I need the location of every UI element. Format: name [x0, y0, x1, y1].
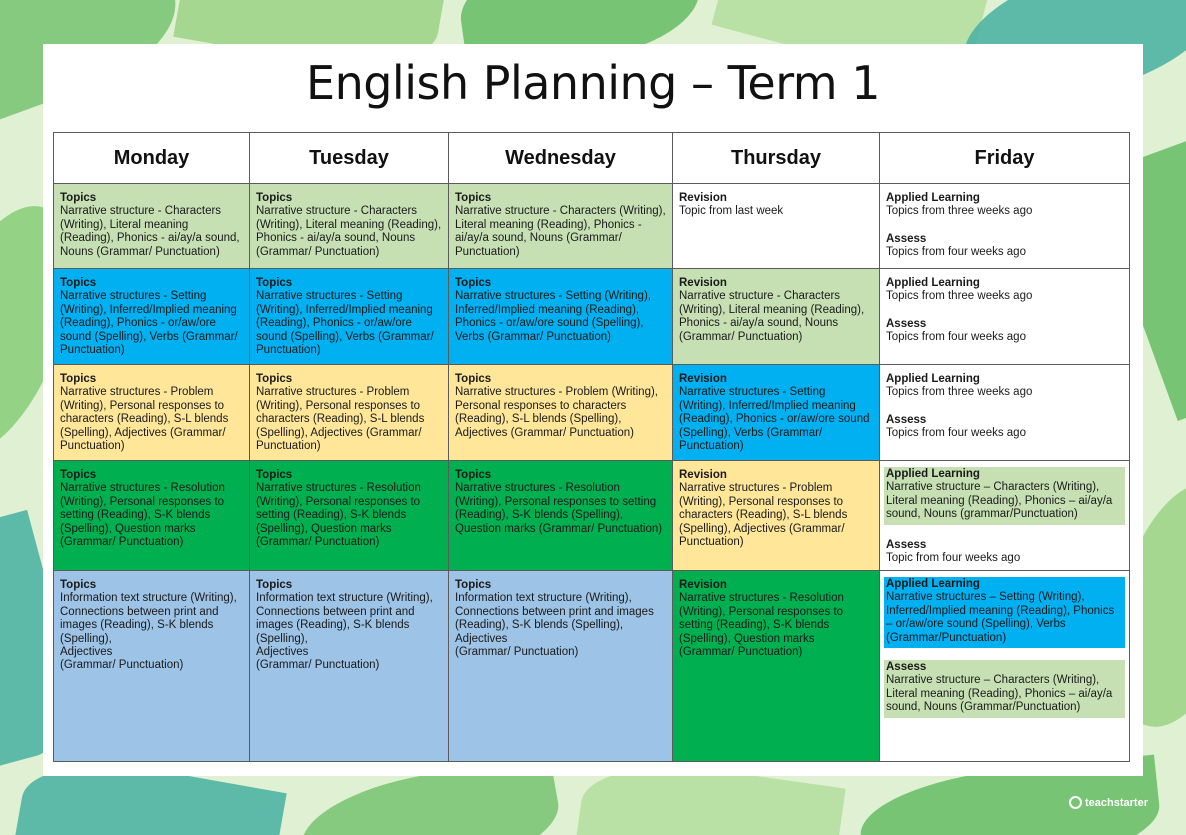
cell-text: Narrative structures - Problem (Writing), Personal responses to characters (Reading), S-L blends (Spelling), Adjectives (Grammar/ Punctuation) — [455, 386, 658, 439]
cell-heading: Topics — [256, 192, 293, 204]
plan-cell-tuesday — [250, 184, 449, 269]
plan-cell-tuesday — [250, 269, 449, 365]
day-header-row — [54, 133, 1130, 184]
cell-text: Narrative structures - Problem (Writing), Personal responses to characters (Reading), S-L blends (Spelling), Adjectives (Grammar/ Punctuation) — [256, 386, 425, 453]
cell-heading: Revision — [679, 469, 727, 481]
cell-heading: Topics — [455, 373, 492, 385]
plan-cell-friday — [880, 184, 1130, 269]
plan-cell-friday — [880, 269, 1130, 365]
day-header-tuesday: Tuesday — [250, 133, 449, 184]
cell-text: Narrative structures - Setting (Writing), Inferred/Implied meaning (Reading), Phonics - or/aw/ore sound (Spelling), Verbs (Grammar/ Punctuation) — [60, 290, 238, 357]
cell-heading: Topics — [455, 192, 492, 204]
plan-cell-wednesday — [449, 461, 673, 571]
cell-heading: Topics — [455, 469, 492, 481]
cell-heading: Topics — [60, 579, 97, 591]
cell-text: Topics from four weeks ago — [886, 427, 1026, 440]
plan-cell-wednesday — [449, 365, 673, 461]
plan-cell-friday — [880, 365, 1130, 461]
plan-cell-monday — [54, 269, 250, 365]
logo-text: teachstarter — [1085, 796, 1148, 809]
cell-heading: Revision — [679, 192, 727, 204]
plan-cell-friday — [880, 461, 1130, 571]
day-header-thursday: Thursday — [673, 133, 880, 184]
cell-heading: Assess — [886, 317, 927, 330]
plan-cell-thursday — [673, 461, 880, 571]
plan-cell-thursday — [673, 365, 880, 461]
cell-text: Narrative structure - Characters (Writing), Literal meaning (Reading), Phonics - ai/ay/a sound, Nouns (Grammar/ Punctuation) — [455, 205, 666, 258]
cell-text: Information text structure (Writing), Connections between print and images (Reading), S-K blends (Spelling), — [455, 592, 654, 632]
cell-text: Narrative structures - Resolution (Writing), Personal responses to setting (Reading), S-K blends (Spelling), Question marks (Grammar/ Punctuation) — [60, 482, 225, 549]
day-header-friday: Friday — [880, 133, 1130, 184]
cell-text: Narrative structure - Characters (Writing), Literal meaning (Reading), Phonics - ai/ay/a sound, Nouns (Grammar/ Punctuation) — [60, 205, 240, 258]
plan-cell-monday — [54, 571, 250, 762]
plan-cell-monday — [54, 184, 250, 269]
applied-learning-box — [884, 467, 1125, 525]
cell-heading: Assess — [886, 661, 927, 674]
plan-cell-tuesday — [250, 571, 449, 762]
plan-cell-thursday — [673, 184, 880, 269]
cell-text: Information text structure (Writing), Connections between print and images (Reading), S-K blends (Spelling), — [60, 592, 237, 645]
cell-heading: Topics — [455, 579, 492, 591]
planning-table — [53, 132, 1130, 762]
plan-cell-wednesday — [449, 184, 673, 269]
cell-heading: Applied Learning — [886, 468, 980, 480]
cell-text: (Grammar/ Punctuation) — [455, 646, 579, 659]
week-row — [54, 184, 1130, 269]
plan-cell-tuesday — [250, 365, 449, 461]
teachstarter-logo-icon — [1069, 796, 1082, 809]
cell-text: Topic from last week — [679, 205, 784, 218]
cell-text: Narrative structures - Resolution (Writing), Personal responses to setting (Reading), S-K blends (Spelling), Question marks (Grammar/ Punctuation) — [455, 482, 663, 535]
cell-heading: Topics — [455, 277, 492, 289]
cell-text: Adjectives — [455, 632, 508, 645]
cell-heading: Topics — [60, 469, 97, 481]
cell-heading: Assess — [886, 232, 927, 245]
cell-heading: Topics — [256, 277, 293, 289]
cell-text: Narrative structures - Resolution (Writing), Personal responses to setting (Reading), S-K blends (Spelling), Question marks (Grammar/ Punctuation) — [256, 482, 421, 549]
cell-heading: Topics — [60, 277, 97, 289]
assess-box — [884, 660, 1125, 718]
cell-heading: Revision — [679, 373, 727, 385]
cell-text: Narrative structures - Setting (Writing), Inferred/Implied meaning (Reading), Phonics - or/aw/ore sound (Spelling), Verbs (Grammar/ Punctuation) — [455, 290, 651, 343]
page-title: English Planning – Term 1 — [306, 56, 880, 110]
day-header-wednesday: Wednesday — [449, 133, 673, 184]
plan-cell-monday — [54, 461, 250, 571]
cell-text: Narrative structures - Setting (Writing), Inferred/Implied meaning (Reading), Phonics - or/aw/ore sound (Spelling), Verbs (Grammar/ Punctuation) — [256, 290, 434, 357]
week-row — [54, 461, 1130, 571]
cell-heading: Topics — [256, 469, 293, 481]
cell-heading: Applied Learning — [886, 373, 980, 385]
cell-text: Narrative structure – Characters (Writing), Literal meaning (Reading), Phonics – ai/ay/a sound, Nouns (Grammar/Punctuation) — [886, 674, 1113, 714]
plan-cell-thursday — [673, 269, 880, 365]
cell-text: Information text structure (Writing), Connections between print and images (Reading), S-K blends (Spelling), — [256, 592, 433, 645]
cell-text: (Grammar/ Punctuation) — [60, 659, 184, 672]
cell-text: Narrative structures - Resolution (Writing), Personal responses to setting (Reading), S-K blends (Spelling), Question marks (Grammar/ Punctuation) — [679, 592, 844, 659]
applied-learning-box — [884, 577, 1125, 648]
week-row — [54, 269, 1130, 365]
cell-text: Narrative structures - Setting (Writing), Inferred/Implied meaning (Reading), Phonics - or/aw/ore sound (Spelling), Verbs (Grammar/ Punctuation) — [679, 386, 870, 453]
cell-text: Adjectives — [60, 646, 113, 659]
cell-text: Topics from three weeks ago — [886, 205, 1033, 218]
cell-text: Narrative structures - Problem (Writing), Personal responses to characters (Reading), S-L blends (Spelling), Adjectives (Grammar/ Punctuation) — [679, 482, 848, 549]
teachstarter-logo — [1069, 796, 1148, 809]
plan-cell-wednesday — [449, 571, 673, 762]
cell-text: Topics from three weeks ago — [886, 290, 1033, 303]
cell-heading: Revision — [679, 579, 727, 591]
cell-heading: Revision — [679, 277, 727, 289]
cell-heading: Applied Learning — [886, 578, 980, 590]
cell-text: (Grammar/ Punctuation) — [256, 659, 380, 672]
plan-cell-monday — [54, 365, 250, 461]
cell-text: Narrative structure – Characters (Writing), Literal meaning (Reading), Phonics – ai/ay/a sound, Nouns (grammar/Punctuation) — [886, 481, 1113, 521]
cell-text: Narrative structures – Setting (Writing), Inferred/Implied meaning (Reading), Phonics – or/aw/ore sound (Spelling), Verbs (Grammar/Punctuation) — [886, 591, 1115, 644]
plan-cell-thursday — [673, 571, 880, 762]
cell-text: Topics from four weeks ago — [886, 331, 1026, 344]
plan-cell-friday — [880, 571, 1130, 762]
cell-text: Narrative structure - Characters (Writing), Literal meaning (Reading), Phonics - ai/ay/a sound, Nouns (Grammar/ Punctuation) — [256, 205, 442, 258]
cell-heading: Topics — [60, 192, 97, 204]
cell-text: Narrative structures - Problem (Writing), Personal responses to characters (Reading), S-L blends (Spelling), Adjectives (Grammar/ Punctuation) — [60, 386, 229, 453]
cell-text: Topics from three weeks ago — [886, 386, 1033, 399]
plan-cell-tuesday — [250, 461, 449, 571]
cell-heading: Applied Learning — [886, 277, 980, 289]
cell-heading: Topics — [256, 579, 293, 591]
cell-heading: Assess — [886, 538, 927, 551]
plan-cell-wednesday — [449, 269, 673, 365]
cell-heading: Topics — [256, 373, 293, 385]
day-header-monday: Monday — [54, 133, 250, 184]
cell-text: Topic from four weeks ago — [886, 552, 1021, 565]
cell-heading: Assess — [886, 413, 927, 426]
cell-text: Topics from four weeks ago — [886, 246, 1026, 259]
week-row — [54, 571, 1130, 762]
cell-heading: Applied Learning — [886, 192, 980, 204]
cell-text: Adjectives — [256, 646, 309, 659]
week-row — [54, 365, 1130, 461]
cell-text: Narrative structure - Characters (Writing), Literal meaning (Reading), Phonics - ai/ay/a sound, Nouns (Grammar/ Punctuation) — [679, 290, 865, 343]
cell-heading: Topics — [60, 373, 97, 385]
